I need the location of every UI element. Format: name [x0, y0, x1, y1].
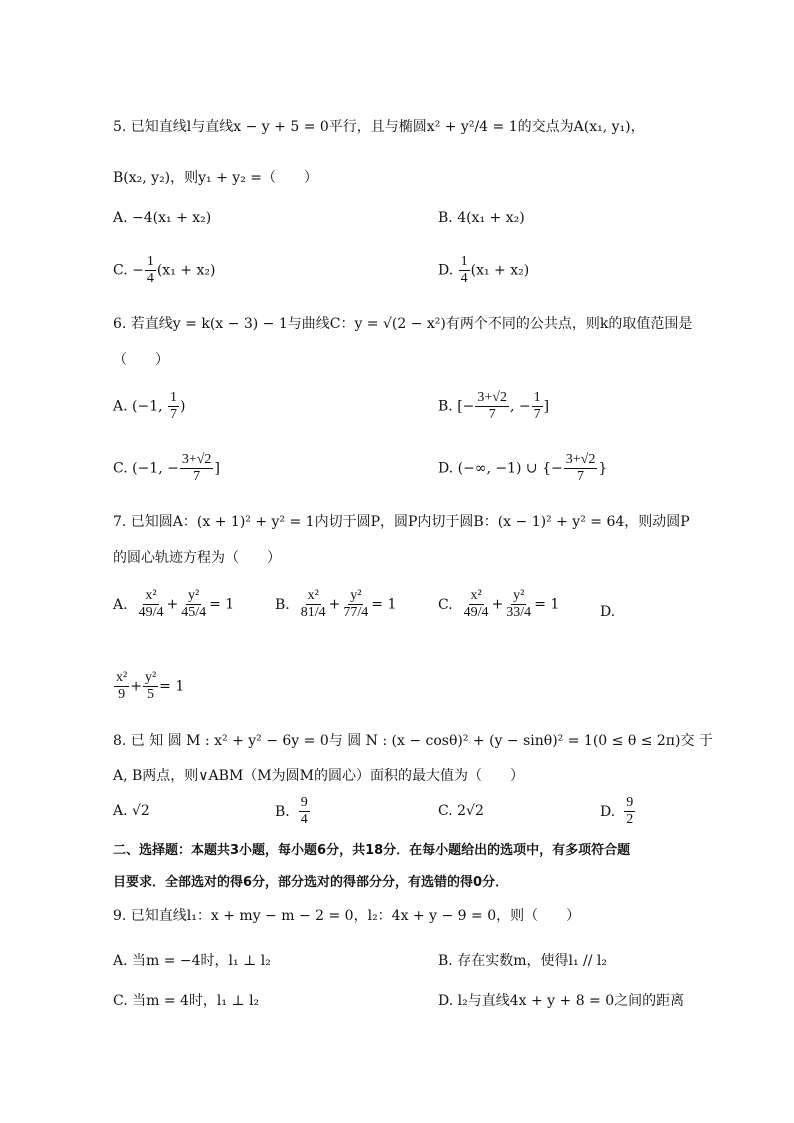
- q7-option-a: [113, 588, 234, 621]
- q7-a-label: A.: [113, 596, 128, 613]
- q6-stem-line2: （ ）: [113, 352, 169, 368]
- q6-b-num1: 3+√2: [477, 390, 507, 405]
- q6-d-fraction: [564, 452, 598, 485]
- q9-option-d: D. l₂与直线4x + y + 8 = 0之间的距离: [438, 993, 685, 1009]
- q5-c-den: 4: [146, 271, 154, 286]
- q7-d-plus: +: [130, 678, 142, 695]
- q6-b-prefix: B. [−: [438, 398, 475, 415]
- q8-b-num: 9: [300, 795, 308, 810]
- q6-b-num2: 1: [533, 390, 541, 405]
- q7-c-num2: y²: [513, 588, 525, 603]
- q7-d-frac2: [143, 670, 158, 703]
- q5-option-b: B. 4(x₁ + x₂): [438, 210, 525, 226]
- q7-b-label: B.: [275, 596, 290, 613]
- q7-c-label: C.: [438, 596, 453, 613]
- q8-option-d: [600, 795, 636, 828]
- q8-d-num: 9: [626, 795, 634, 810]
- q6-b-suffix: ]: [543, 398, 550, 415]
- q6-stem-line1: 6. 若直线y = k(x − 3) − 1与曲线C：y = √(2 − x²)有两个不同的公共点，则k的取值范围是: [113, 316, 693, 332]
- q6-b-den2: 7: [533, 407, 541, 422]
- q7-c-den2: 33/4: [506, 605, 532, 620]
- q6-option-c: [113, 452, 220, 485]
- q6-b-fraction1: [475, 390, 509, 423]
- q9-option-b: B. 存在实数m，使得l₁ // l₂: [438, 953, 607, 969]
- q7-b-plus: +: [328, 596, 341, 613]
- q5-d-prefix: D.: [438, 262, 458, 279]
- q7-d-den2: 5: [147, 687, 155, 702]
- q5-c-fraction: [145, 254, 156, 287]
- q5-option-d: [438, 254, 529, 287]
- q7-d-eq: = 1: [159, 678, 185, 695]
- q6-a-den: 7: [170, 407, 178, 422]
- q7-a-num2: y²: [188, 588, 200, 603]
- q7-d-den1: 9: [118, 687, 126, 702]
- q7-b-den1: 81/4: [300, 605, 326, 620]
- q6-a-fraction: [168, 390, 179, 423]
- q6-c-prefix: C. (−1, −: [113, 460, 179, 477]
- q7-a-den1: 49/4: [138, 605, 164, 620]
- q6-a-suffix: ): [180, 398, 186, 415]
- q6-d-num: 3+√2: [565, 452, 596, 467]
- q6-d-den: 7: [577, 469, 585, 484]
- q7-option-b: [275, 588, 396, 621]
- q8-b-label: B.: [275, 803, 290, 820]
- q5-c-suffix: (x₁ + x₂): [156, 262, 216, 279]
- q7-option-c: [438, 588, 559, 621]
- q7-b-frac2: [341, 588, 370, 621]
- q6-option-d: [438, 452, 607, 485]
- q7-c-eq: = 1: [534, 596, 560, 613]
- q6-d-suffix: }: [598, 460, 608, 477]
- q9-option-c: C. 当m = 4时，l₁ ⊥ l₂: [113, 993, 260, 1009]
- q7-b-den2: 77/4: [343, 605, 369, 620]
- q7-c-frac1: [462, 588, 491, 621]
- q5-stem-line2: B(x₂, y₂)，则y₁ + y₂ =（ ）: [113, 170, 318, 186]
- q7-d-num2: y²: [144, 670, 157, 685]
- q6-a-prefix: A. (−1,: [113, 398, 168, 415]
- q7-option-d: [113, 670, 184, 703]
- q5-d-den: 4: [460, 271, 468, 286]
- section2-heading-line2: 目要求．全部选对的得6分，部分选对的得部分分，有选错的得0分．: [113, 875, 509, 890]
- q6-option-a: [113, 390, 185, 423]
- q7-b-num1: x²: [307, 588, 319, 603]
- q7-a-frac1: [137, 588, 166, 621]
- q7-d-num1: x²: [116, 670, 128, 685]
- q7-a-plus: +: [166, 596, 179, 613]
- q8-b-fraction: [299, 795, 310, 828]
- q5-option-c: [113, 254, 215, 287]
- q7-option-d-label: D.: [600, 604, 616, 620]
- q8-option-b: [275, 795, 311, 828]
- q5-stem-line1: 5. 已知直线l与直线x − y + 5 = 0平行，且与椭圆x² + y²/4 = 1的交点为A(x₁, y₁)，: [113, 119, 645, 135]
- q7-stem-line1: 7. 已知圆A：(x + 1)² + y² = 1内切于圆P，圆P内切于圆B：(x − 1)² + y² = 64，则动圆P: [113, 514, 690, 530]
- q5-option-a: A. −4(x₁ + x₂): [113, 210, 212, 226]
- q7-a-eq: = 1: [209, 596, 235, 613]
- q8-stem-line1: 8. 已 知 圆 M : x² + y² − 6y = 0与 圆 N : (x − cosθ)² + (y − sinθ)² = 1(0 ≤ θ ≤ 2π)交 于: [113, 733, 713, 749]
- q8-d-label: D.: [600, 803, 616, 820]
- q9-option-a: A. 当m = −4时，l₁ ⊥ l₂: [113, 953, 271, 969]
- q7-stem-line2: 的圆心轨迹方程为（ ）: [113, 550, 281, 566]
- q8-b-den: 4: [300, 812, 308, 827]
- q6-option-b: [438, 390, 549, 423]
- q7-c-den1: 49/4: [463, 605, 489, 620]
- q7-c-frac2: [504, 588, 533, 621]
- q6-b-den1: 7: [488, 407, 496, 422]
- q5-c-prefix: C. −: [113, 262, 144, 279]
- q7-a-frac2: [179, 588, 208, 621]
- q7-b-eq: = 1: [371, 596, 397, 613]
- q9-stem: 9. 已知直线l₁：x + my − m − 2 = 0，l₂：4x + y − 9 = 0，则（ ）: [113, 908, 581, 924]
- q6-a-num: 1: [170, 390, 178, 405]
- q7-c-plus: +: [491, 596, 504, 613]
- q6-c-suffix: ]: [214, 460, 220, 477]
- q6-b-mid: , −: [509, 398, 531, 415]
- q8-stem-line2: A, B两点，则∨ABM（M为圆M的圆心）面积的最大值为（ ）: [113, 768, 524, 784]
- q6-b-fraction2: [532, 390, 543, 423]
- q8-option-c: C. 2√2: [438, 803, 484, 819]
- q5-d-num: 1: [460, 254, 468, 269]
- q7-c-num1: x²: [470, 588, 482, 603]
- q6-d-prefix: D. (−∞, −1) ∪ {−: [438, 460, 563, 477]
- q7-d-frac1: [114, 670, 129, 703]
- q8-d-den: 2: [626, 812, 634, 827]
- q7-a-num1: x²: [145, 588, 157, 603]
- section2-heading-line1: 二、选择题：本题共3小题，每小题6分，共18分．在每小题给出的选项中，有多项符合题: [113, 843, 631, 858]
- q5-d-fraction: [459, 254, 470, 287]
- q6-c-den: 7: [193, 469, 201, 484]
- q5-d-suffix: (x₁ + x₂): [470, 262, 530, 279]
- q6-c-num: 3+√2: [181, 452, 212, 467]
- q7-b-num2: y²: [350, 588, 362, 603]
- q6-c-fraction: [180, 452, 214, 485]
- q5-c-num: 1: [146, 254, 154, 269]
- q7-a-den2: 45/4: [181, 605, 207, 620]
- q8-option-a: A. √2: [113, 803, 150, 819]
- q8-d-fraction: [624, 795, 635, 828]
- q7-b-frac1: [299, 588, 328, 621]
